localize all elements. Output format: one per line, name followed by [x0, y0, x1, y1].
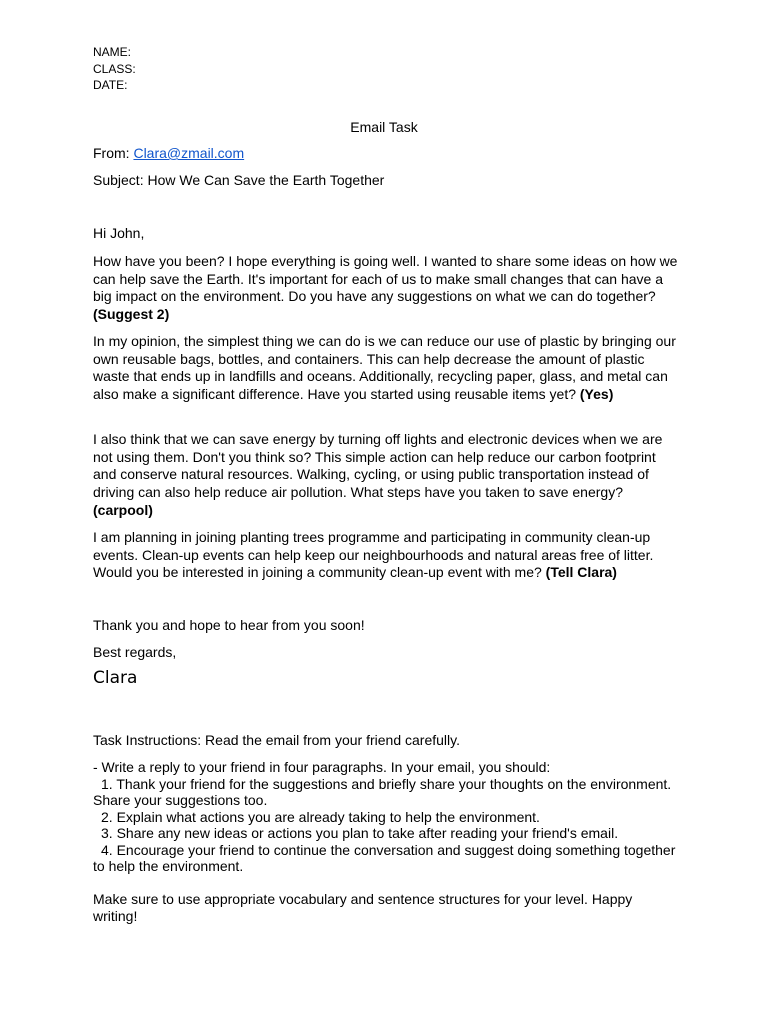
paragraph-4-prompt: (Tell Clara)	[545, 564, 617, 581]
paragraph-3-text: I also think that we can save energy by turning off lights and electronic devices when we are not using them. Don't you think so? This simple action can help reduce our carbon footprint and conserve natural resources. Walking, cycling, or using public transportation instead of driving can also help reduce air pollution. What steps have you taken to save energy?	[93, 431, 663, 501]
instruction-item-4: 4. Encourage your friend to continue the conversation and suggest doing something together to help the environment.	[93, 841, 676, 874]
from-line	[93, 145, 678, 163]
paragraph-3-prompt: (carpool)	[93, 501, 153, 518]
email-signature: Clara	[93, 668, 138, 688]
class-label: CLASS:	[93, 61, 136, 76]
instructions-intro: Task Instructions: Read the email from your friend carefully.	[93, 732, 461, 748]
instructions-closing: Make sure to use appropriate vocabulary and sentence structures for your level. Happy writing!	[93, 891, 633, 924]
from-label: From:	[93, 145, 130, 161]
paragraph-2-prompt: (Yes)	[579, 386, 614, 403]
paragraph-4-text: I am planning in joining planting trees programme and participating in community clean-up events. Clean-up events can help keep our neighbourhoods and natural areas free of litter. Would you be interested in joining a community clean-up event with me?	[93, 529, 654, 581]
paragraph-1-text: How have you been? I hope everything is going well. I wanted to share some ideas on how we can help save the Earth. It's important for each of us to make small changes that can have a big impact on the environment. Do you have any suggestions on what we can do together?	[93, 253, 678, 305]
subject-line: Subject: How We Can Save the Earth Together	[93, 172, 385, 188]
paragraph-2-text: In my opinion, the simplest thing we can do is we can reduce our use of plastic by bringing our own reusable bags, bottles, and containers. This can help decrease the amount of plastic waste that ends up in landfills and oceans. Additionally, recycling paper, glass, and metal can also make a significant difference. Have you started using reusable items yet?	[93, 333, 676, 403]
instructions-list	[93, 759, 678, 875]
date-label: DATE:	[93, 78, 128, 92]
instructions-lead: - Write a reply to your friend in four paragraphs. In your email, you should:	[93, 759, 551, 775]
instruction-item-3: 3. Share any new ideas or actions you plan to take after reading your friend's email.	[101, 825, 619, 841]
instruction-item-2: 2. Explain what actions you are already taking to help the environment.	[101, 808, 540, 825]
email-paragraph-4	[93, 529, 678, 582]
paragraph-1-prompt: (Suggest 2)	[93, 306, 170, 323]
student-info-header	[93, 44, 136, 94]
from-email-link[interactable]: Clara@zmail.com	[133, 145, 245, 161]
email-paragraph-1	[93, 253, 678, 324]
email-paragraph-3	[93, 431, 678, 520]
document-title: Email Task	[350, 119, 418, 135]
email-closing: Thank you and hope to hear from you soon!	[93, 617, 365, 633]
name-label: NAME:	[93, 45, 132, 59]
instruction-item-1: 1. Thank your friend for the suggestions and briefly share your thoughts on the environment. Share your suggestions too.	[93, 775, 672, 808]
greeting: Hi John,	[93, 225, 145, 241]
email-paragraph-2	[93, 333, 678, 404]
email-regards: Best regards,	[93, 644, 177, 660]
